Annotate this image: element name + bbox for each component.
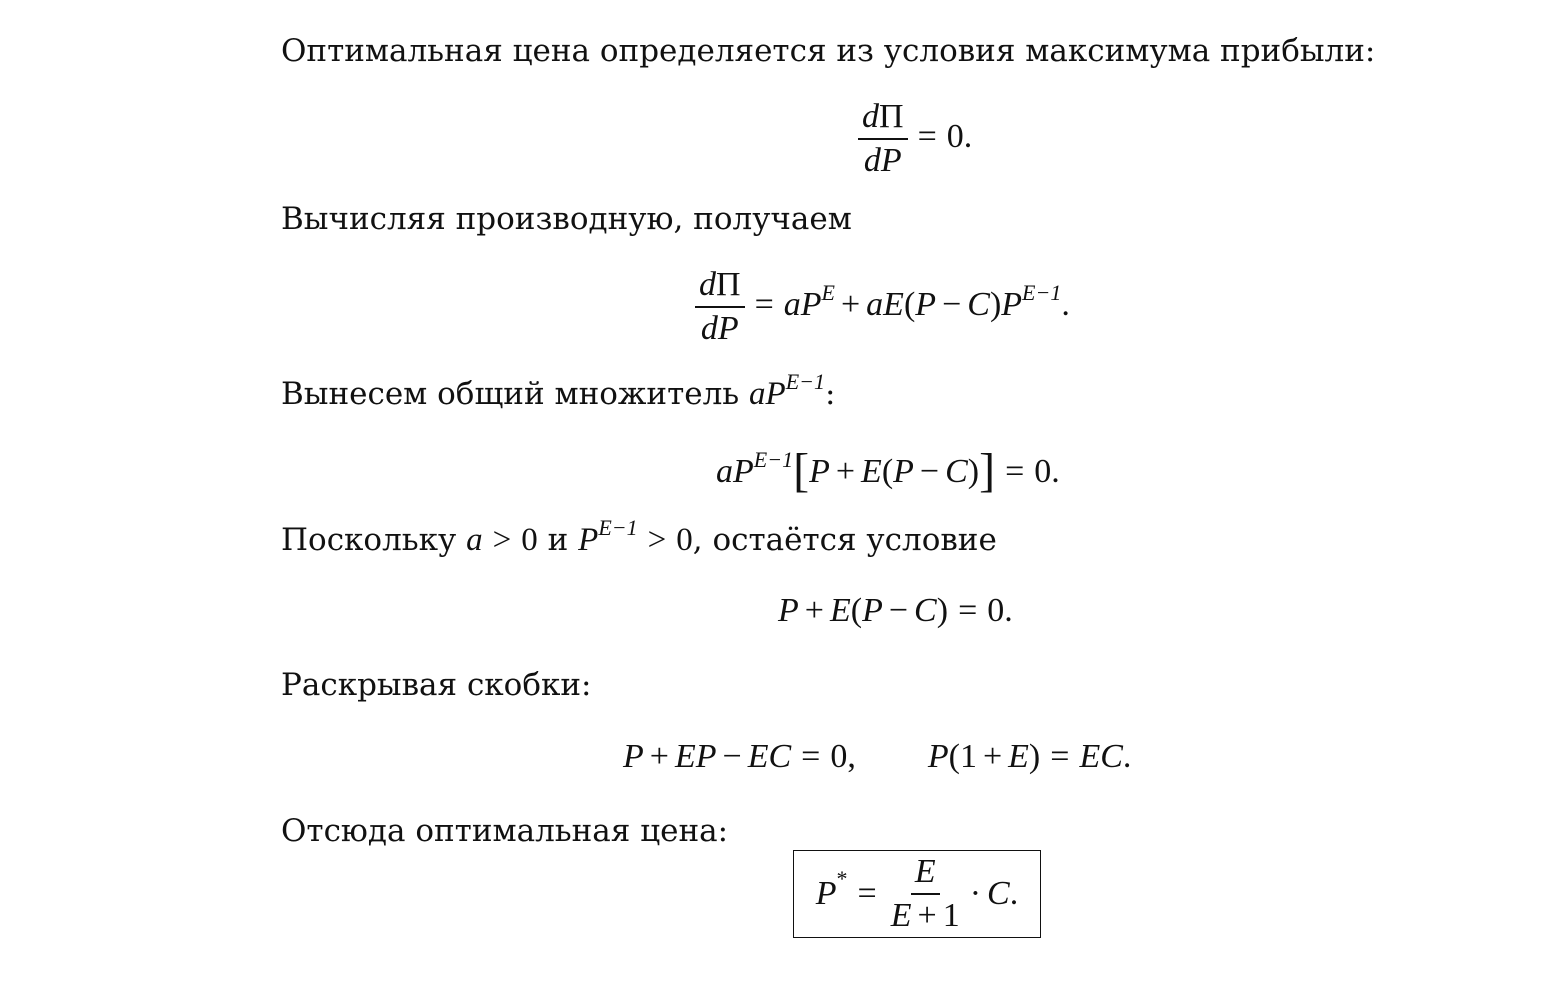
equation-expanded-pair: P + EP − EC = 0, P(1 + E) = EC. [623,738,1132,775]
paragraph-optimal-price [281,813,729,849]
paragraph-expand-brackets [281,667,592,703]
inline-math-factor: $aP^{E-1}$ [749,369,825,412]
paragraph-text: Раскрывая скобки: [281,667,592,703]
paragraph-profit-max [281,33,1376,69]
fraction-denominator: E + 1 [890,897,960,934]
fraction-numerator: dΠ [858,100,908,140]
fraction-numerator: dΠ [695,268,745,308]
fraction-denominator: dP [700,310,739,347]
fraction-numerator: E [911,855,940,895]
equation-condition: P + E(P − C) = 0. [778,592,1013,629]
inline-math-power-positive: $P^{E-1} > 0$ [578,515,693,558]
equation-derivative-expanded: $\frac{d\Pi}{dP}$ = $aP^E + aE(P - C)P^{E-1}$. [695,268,1070,346]
equals-sign: = [917,117,937,155]
fraction-dPi-dP [695,268,745,346]
fraction-dPi-dP [858,100,908,178]
fraction-E-over-E-plus-1 [887,855,964,933]
period: . [963,117,973,155]
inline-math-a-positive: a > 0 [466,522,538,558]
right-bracket: ] [979,444,996,497]
left-bracket: [ [793,444,810,497]
paragraph-text: Вынесем общий множитель [281,376,740,412]
paragraph-compute-derivative [281,201,852,237]
paragraph-since-positive: Поскольку a > 0 и $P^{E-1} > 0$, остаётся условие [281,515,997,558]
paragraph-text: Оптимальная цена определяется из условия максимума прибыли: [281,33,1376,69]
paragraph-text: Отсюда оптимальная цена: [281,813,729,849]
fraction-denominator: dP [863,142,902,179]
equation-factored: $aP^{E-1}[P + E(P - C)] = 0$. [716,444,1060,497]
zero: 0 [946,117,964,155]
paragraph-factor-out: Вынесем общий множитель $aP^{E-1}$: [281,369,836,412]
boxed-result-formula: P * = $\frac{E}{E + 1}$ · C . [793,850,1041,938]
equation-derivative-zero [858,100,972,178]
paragraph-text: Вычисляя производную, получаем [281,201,852,237]
